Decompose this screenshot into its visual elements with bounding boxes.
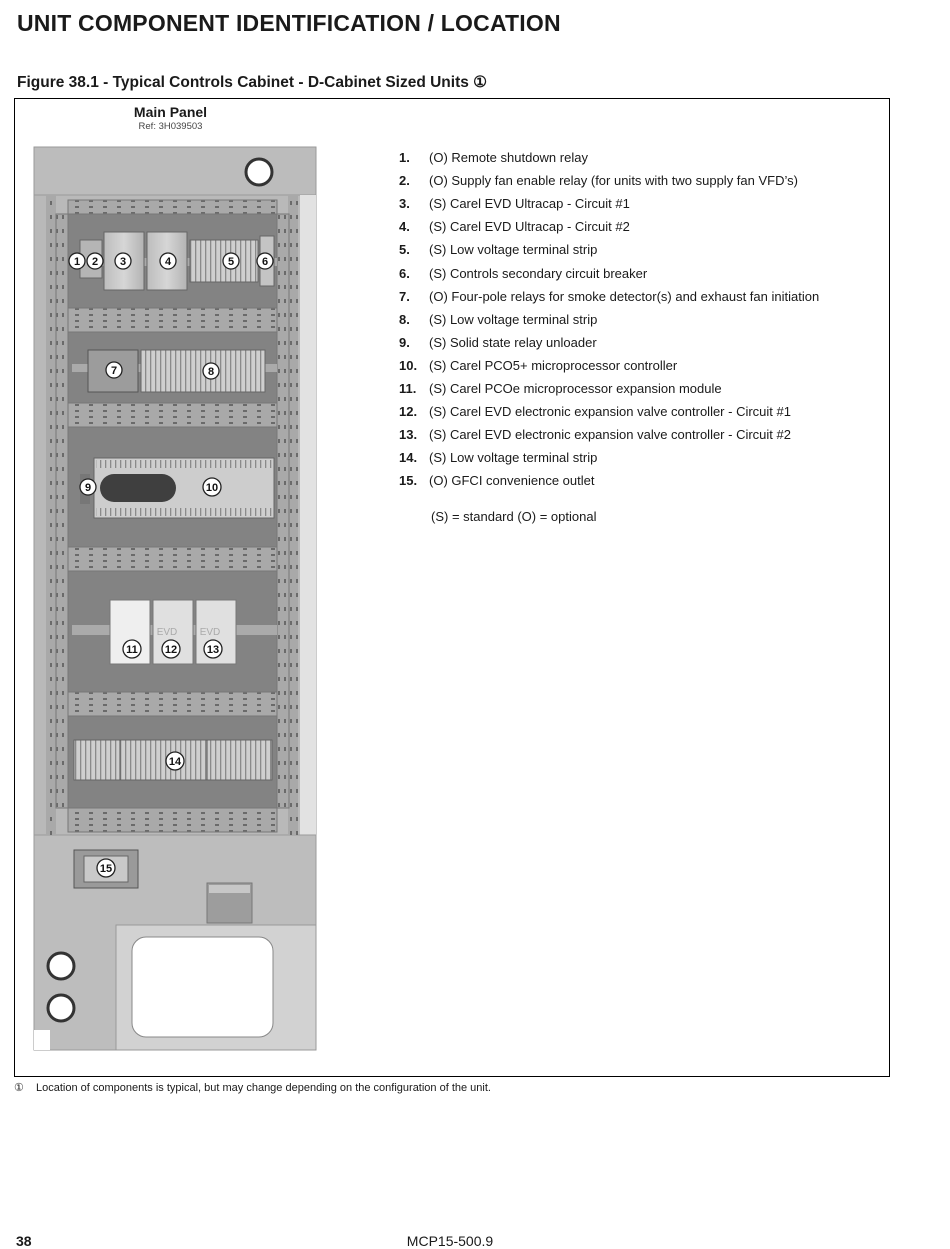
legend-number: 13. (399, 427, 418, 443)
legend-text: (S) Carel EVD Ultracap - Circuit #1 (429, 196, 630, 212)
svg-text:14: 14 (168, 756, 182, 768)
svg-text:2: 2 (91, 256, 99, 268)
svg-text:4: 4 (164, 256, 172, 268)
callout-4 (160, 253, 176, 269)
legend-item (399, 400, 819, 423)
legend-text: (O) Remote shutdown relay (429, 150, 588, 166)
knockout-hole-lower-2 (48, 995, 74, 1021)
legend-text: (O) GFCI convenience outlet (429, 473, 595, 489)
legend-item (399, 469, 819, 492)
legend-number: 15. (399, 473, 418, 489)
svg-text:13: 13 (206, 644, 220, 656)
callout-15 (97, 859, 115, 877)
legend-text: (S) Carel EVD electronic expansion valve controller - Circuit #2 (429, 427, 791, 443)
legend-item (399, 423, 819, 446)
legend-item (399, 285, 819, 308)
svg-text:3: 3 (119, 256, 127, 268)
legend-text: (S) Low voltage terminal strip (429, 311, 598, 327)
callout-8 (203, 363, 219, 379)
legend-text: (S) Low voltage terminal strip (429, 450, 598, 466)
legend-number: 11. (399, 380, 417, 396)
legend-text: (S) Controls secondary circuit breaker (429, 265, 648, 281)
callout-6 (257, 253, 273, 269)
legend-item (399, 377, 819, 400)
legend-item (399, 261, 819, 284)
callout-1 (69, 253, 85, 269)
callout-10 (203, 478, 221, 496)
legend-item (399, 354, 819, 377)
legend-text: (S) Carel PCO5+ microprocessor controller (429, 357, 678, 373)
footnote (14, 1081, 491, 1094)
callout-2 (87, 253, 103, 269)
legend-text: (S) Solid state relay unloader (429, 334, 597, 350)
legend-text: (O) Supply fan enable relay (for units with two supply fan VFD’s) (429, 173, 798, 189)
legend-number: 12. (399, 404, 418, 420)
access-opening (132, 937, 273, 1037)
legend-text: (S) Carel EVD Ultracap - Circuit #2 (429, 219, 630, 235)
svg-text:8: 8 (207, 366, 215, 378)
legend-item (399, 331, 819, 354)
legend-item (399, 446, 819, 469)
legend-item (399, 308, 819, 331)
legend-text: (S) Low voltage terminal strip (429, 242, 598, 258)
legend-number: 3. (399, 196, 410, 212)
callout-3 (115, 253, 131, 269)
legend-text: (S) Carel EVD electronic expansion valve controller - Circuit #1 (429, 404, 791, 420)
evd-label-2: EVD (199, 627, 221, 638)
legend-number: 9. (399, 334, 410, 350)
callout-11 (123, 640, 141, 658)
panel-title: Main Panel (133, 104, 208, 120)
legend-number: 14. (399, 450, 418, 466)
rail-left (46, 195, 56, 835)
component-legend (399, 146, 819, 492)
legend-item (399, 238, 819, 261)
evd-label-1: EVD (156, 627, 178, 638)
legend-number: 7. (399, 288, 410, 304)
footnote-marker: ① (14, 1082, 24, 1094)
footnote-text: Location of components is typical, but may change depending on the configuration of the unit. (36, 1082, 491, 1094)
svg-text:10: 10 (205, 482, 219, 494)
legend-item (399, 192, 819, 215)
legend-number: 10. (399, 357, 418, 373)
back-panel (68, 212, 277, 832)
callout-5 (223, 253, 239, 269)
callout-9 (80, 479, 96, 495)
svg-text:5: 5 (227, 256, 235, 268)
svg-text:15: 15 (99, 863, 113, 875)
svg-text:9: 9 (84, 482, 92, 494)
callout-12 (162, 640, 180, 658)
page-number: 38 (16, 1233, 32, 1249)
knockout-hole-lower-1 (48, 953, 74, 979)
legend-number: 5. (399, 242, 410, 258)
callout-13 (204, 640, 222, 658)
svg-text:1: 1 (73, 256, 81, 268)
legend-number: 2. (399, 173, 410, 189)
page-title: UNIT COMPONENT IDENTIFICATION / LOCATION (17, 10, 561, 36)
legend-text: (O) Four-pole relays for smoke detector(s) and exhaust fan initiation (429, 288, 820, 304)
callout-14 (166, 752, 184, 770)
legend-item (399, 169, 819, 192)
svg-text:12: 12 (164, 644, 178, 656)
figure-title: Figure 38.1 - Typical Controls Cabinet - D-Cabinet Sized Units ① (17, 74, 488, 91)
document-code: MCP15-500.9 (406, 1233, 494, 1249)
legend-text: (S) Carel PCOe microprocessor expansion module (429, 380, 722, 396)
svg-text:7: 7 (110, 365, 118, 377)
panel-ref: Ref: 3H039503 (138, 121, 203, 132)
legend-number: 1. (399, 150, 410, 166)
svg-text:6: 6 (261, 256, 269, 268)
legend-item (399, 146, 819, 169)
svg-text:11: 11 (126, 644, 138, 656)
legend-number: 6. (399, 265, 410, 281)
knockout-hole-top (246, 159, 272, 185)
legend-number: 4. (399, 219, 410, 235)
legend-item (399, 215, 819, 238)
legend-number: 8. (399, 311, 410, 327)
legend-key: (S) = standard (O) = optional (431, 509, 597, 524)
pco5-display (100, 474, 176, 502)
callout-7 (106, 362, 122, 378)
